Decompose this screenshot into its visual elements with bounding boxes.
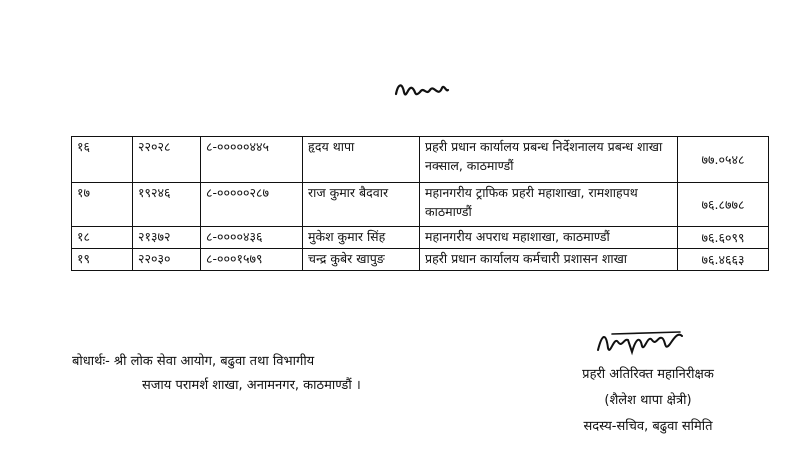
employee-name: मुकेश कुमार सिंह [303,227,420,249]
office-name: प्रहरी प्रधान कार्यालय प्रबन्ध निर्देशनालय प्रबन्ध शाखा नक्साल, काठमाण्डौं [420,137,678,183]
roll-number: २२०२८ [133,137,201,183]
signatory-name: (शैलेश थापा क्षेत्री) [604,393,692,408]
serial-number: १८ [72,227,133,249]
roll-number: २१३७२ [133,227,201,249]
employee-code: ८-०००००४४५ [201,137,303,183]
table-row [72,249,769,271]
employee-name: राज कुमार बैदवार [303,183,420,227]
employee-code: ८-०००००२८७ [201,183,303,227]
signatory-title: प्रहरी अतिरिक्त महानिरीक्षक [582,367,714,382]
table-row [72,227,769,249]
signatory-role: सदस्य-सचिव, बढुवा समिति [583,419,713,434]
promotion-results-table [71,136,769,271]
copy-to-line-2: सजाय परामर्श शाखा, अनामनगर, काठमाण्डौं । [142,378,361,393]
signatory-block [548,362,748,440]
copy-to-block [72,350,361,398]
employee-name: चन्द्र कुबेर खापुङ [303,249,420,271]
roll-number: २२०३० [133,249,201,271]
roll-number: १९२४६ [133,183,201,227]
office-name: महानगरीय अपराध महाशाखा, काठमाण्डौं [420,227,678,249]
table-row [72,183,769,227]
employee-name: हृदय थापा [303,137,420,183]
serial-number: १९ [72,249,133,271]
serial-number: १६ [72,137,133,183]
score: ७६.४६६३ [678,249,769,271]
office-name: महानगरीय ट्राफिक प्रहरी महाशाखा, रामशाहपथ काठमाण्डौं [420,183,678,227]
table-row [72,137,769,183]
employee-code: ८-००००४३६ [201,227,303,249]
score: ७६.८७७८ [678,183,769,227]
copy-to-line-1: श्री लोक सेवा आयोग, बढुवा तथा विभागीय [113,354,315,369]
copy-to-label: बोधार्थः- [72,354,110,369]
serial-number: १७ [72,183,133,227]
handwritten-initials [392,74,450,104]
employee-code: ८-०००१५७९ [201,249,303,271]
office-name: प्रहरी प्रधान कार्यालय कर्मचारी प्रशासन शाखा [420,249,678,271]
score: ७६.६०९९ [678,227,769,249]
score: ७७.०५४८ [678,137,769,183]
signature [592,326,688,360]
